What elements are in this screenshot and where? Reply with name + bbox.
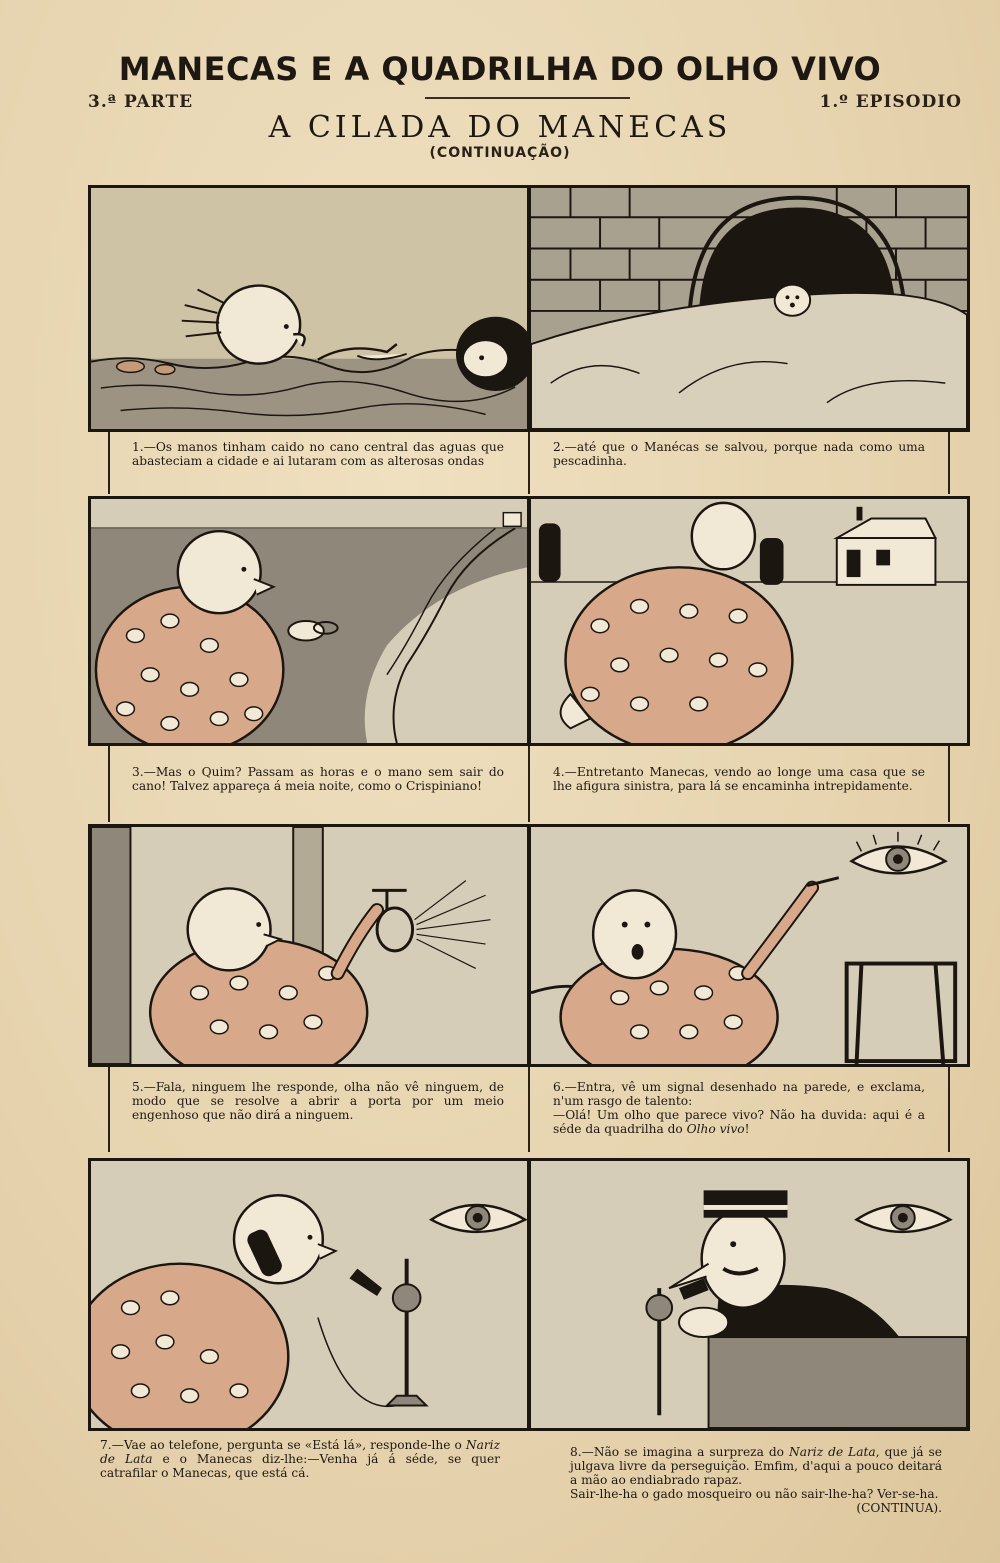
panel-6-eye-sign (528, 824, 970, 1067)
caption-divider (528, 746, 530, 822)
caption-8-question: Sair-lhe-ha o gado mosqueiro ou não sair-lhe-ha? Ver-se-ha. (CONTINUA). (570, 1487, 942, 1515)
panel-3-waiting (88, 496, 530, 746)
caption-6 (553, 1080, 925, 1136)
caption-6-speech: —Olá! Um olho que parece vivo? Não ha duvida: aqui é a séde da quadrilha do Olho vivo! (553, 1108, 925, 1136)
caption-8 (570, 1445, 942, 1515)
caption-4: 4.—Entretanto Manecas, vendo ao longe uma casa que se lhe afigura sinistra, para lá se encaminha intrepidamente. (553, 765, 925, 793)
panel-4-house (528, 496, 970, 746)
panel-5-opening-door (88, 824, 530, 1067)
caption-1: 1.—Os manos tinham caido no cano central das aguas que abasteciam a cidade e ai lutaram com as alterosas ondas (132, 440, 504, 468)
caption-6-intro: 6.—Entra, vê um signal desenhado na parede, e exclama, n'um rasgo de talento: (553, 1080, 925, 1108)
episode-label: 1.º EPISODIO (819, 92, 962, 112)
continua-label: (CONTINUA). (856, 1501, 942, 1515)
caption-5: 5.—Fala, ninguem lhe responde, olha não vê ninguem, de modo que se resolve a abrir a porta por um meio engenhoso que não dirá a ninguem. (132, 1080, 504, 1122)
caption-3: 3.—Mas o Quim? Passam as horas e o mano sem sair do cano! Talvez appareça á meia noite, como o Crispiniano! (132, 765, 504, 793)
panel-8-nariz-de-lata (528, 1158, 970, 1431)
comic-title: MANECAS E A QUADRILHA DO OLHO VIVO (118, 50, 882, 88)
caption-2: 2.—até que o Manécas se salvou, porque nada como uma pescadinha. (553, 440, 925, 468)
caption-divider (528, 1067, 530, 1152)
caption-8-text: 8.—Não se imagina a surpreza do Nariz de Lata, que já se julgava livre da perseguição. Emfim, d'aqui a pouco deitará a mão ao endiabrado rapaz. (570, 1445, 942, 1487)
title-rule (425, 97, 630, 99)
panel-2-sewer-exit (528, 185, 970, 432)
caption-7-text: 7.—Vae ao telefone, pergunta se «Está lá», responde-lhe o Nariz de Lata e o Manecas diz-lhe:—Venha já á séde, se quer catrafilar o Manecas, que está cá. (100, 1438, 501, 1480)
panel-7-telephone (88, 1158, 530, 1431)
panel-1-drowning (88, 185, 530, 432)
comic-subtitle: A CILADA DO MANECAS (268, 110, 732, 145)
caption-divider (528, 432, 530, 494)
part-label: 3.ª PARTE (88, 92, 194, 112)
continuation-label: (CONTINUAÇÃO) (429, 145, 571, 161)
caption-7 (100, 1438, 500, 1480)
